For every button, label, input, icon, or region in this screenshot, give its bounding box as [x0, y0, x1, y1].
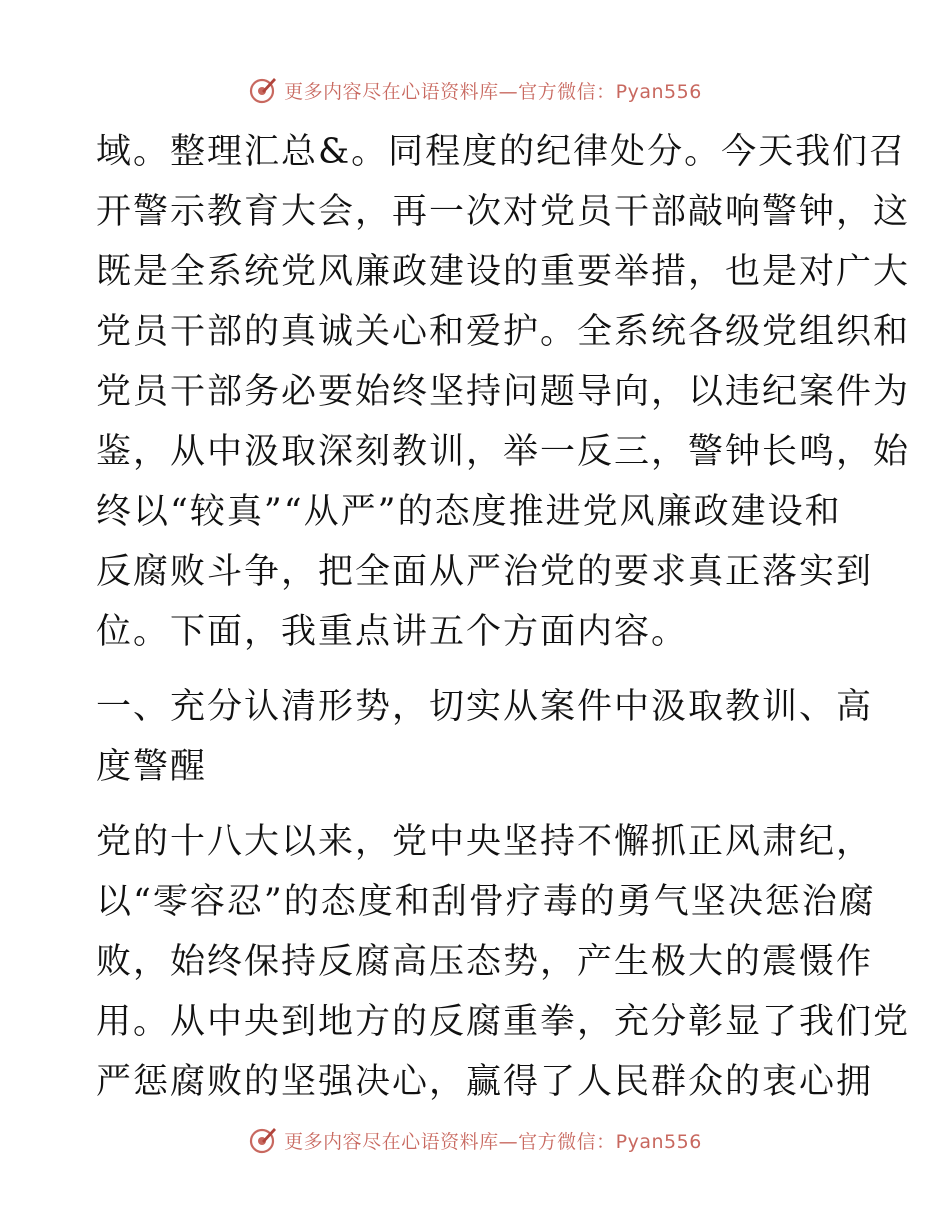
text-line: 位。下面，我重点讲五个方面内容。	[96, 612, 689, 652]
text-line: 党员干部的真诚关心和爱护。全系统各级党组织和	[96, 312, 911, 352]
paragraph	[96, 812, 911, 1112]
text-line: 以“零容忍”的态度和刮骨疗毒的勇气坚决惩治腐	[96, 882, 876, 922]
text-line: 域。整理汇总&。同程度的纪律处分。今天我们召	[96, 132, 907, 172]
text-line: 开警示教育大会，再一次对党员干部敲响警钟，这	[96, 192, 911, 232]
document-body	[96, 122, 911, 1112]
paragraph	[96, 122, 911, 662]
heading-line: 度警醒	[96, 747, 208, 787]
pen-logo-icon	[248, 75, 278, 105]
text-line: 严惩腐败的坚强决心，赢得了人民群众的衷心拥	[96, 1062, 874, 1102]
paragraph-gap	[96, 662, 866, 677]
watermark-text: 更多内容尽在心语资料库—官方微信：Pyan556	[284, 80, 702, 103]
text-line: 终以“较真”“从严”的态度推进党风廉政建设和	[96, 492, 842, 532]
watermark-text: 更多内容尽在心语资料库—官方微信：Pyan556	[284, 1130, 702, 1153]
text-line: 党员干部务必要始终坚持问题导向，以违纪案件为	[96, 372, 911, 412]
paragraph-gap	[96, 797, 866, 812]
text-line: 用。从中央到地方的反腐重拳，充分彰显了我们党	[96, 1002, 911, 1042]
text-line: 既是全系统党风廉政建设的重要举措，也是对广大	[96, 252, 911, 292]
header-watermark	[0, 70, 950, 110]
text-line: 党的十八大以来，党中央坚持不懈抓正风肃纪，	[96, 822, 874, 862]
text-line: 败，始终保持反腐高压态势，产生极大的震慑作	[96, 942, 874, 982]
pen-logo-icon	[248, 1125, 278, 1155]
section-heading	[96, 677, 874, 797]
footer-watermark	[0, 1120, 950, 1160]
text-line: 反腐败斗争，把全面从严治党的要求真正落实到	[96, 552, 874, 592]
text-line: 鉴，从中汲取深刻教训，举一反三，警钟长鸣，始	[96, 432, 911, 472]
heading-line: 一、充分认清形势，切实从案件中汲取教训、高	[96, 687, 874, 727]
